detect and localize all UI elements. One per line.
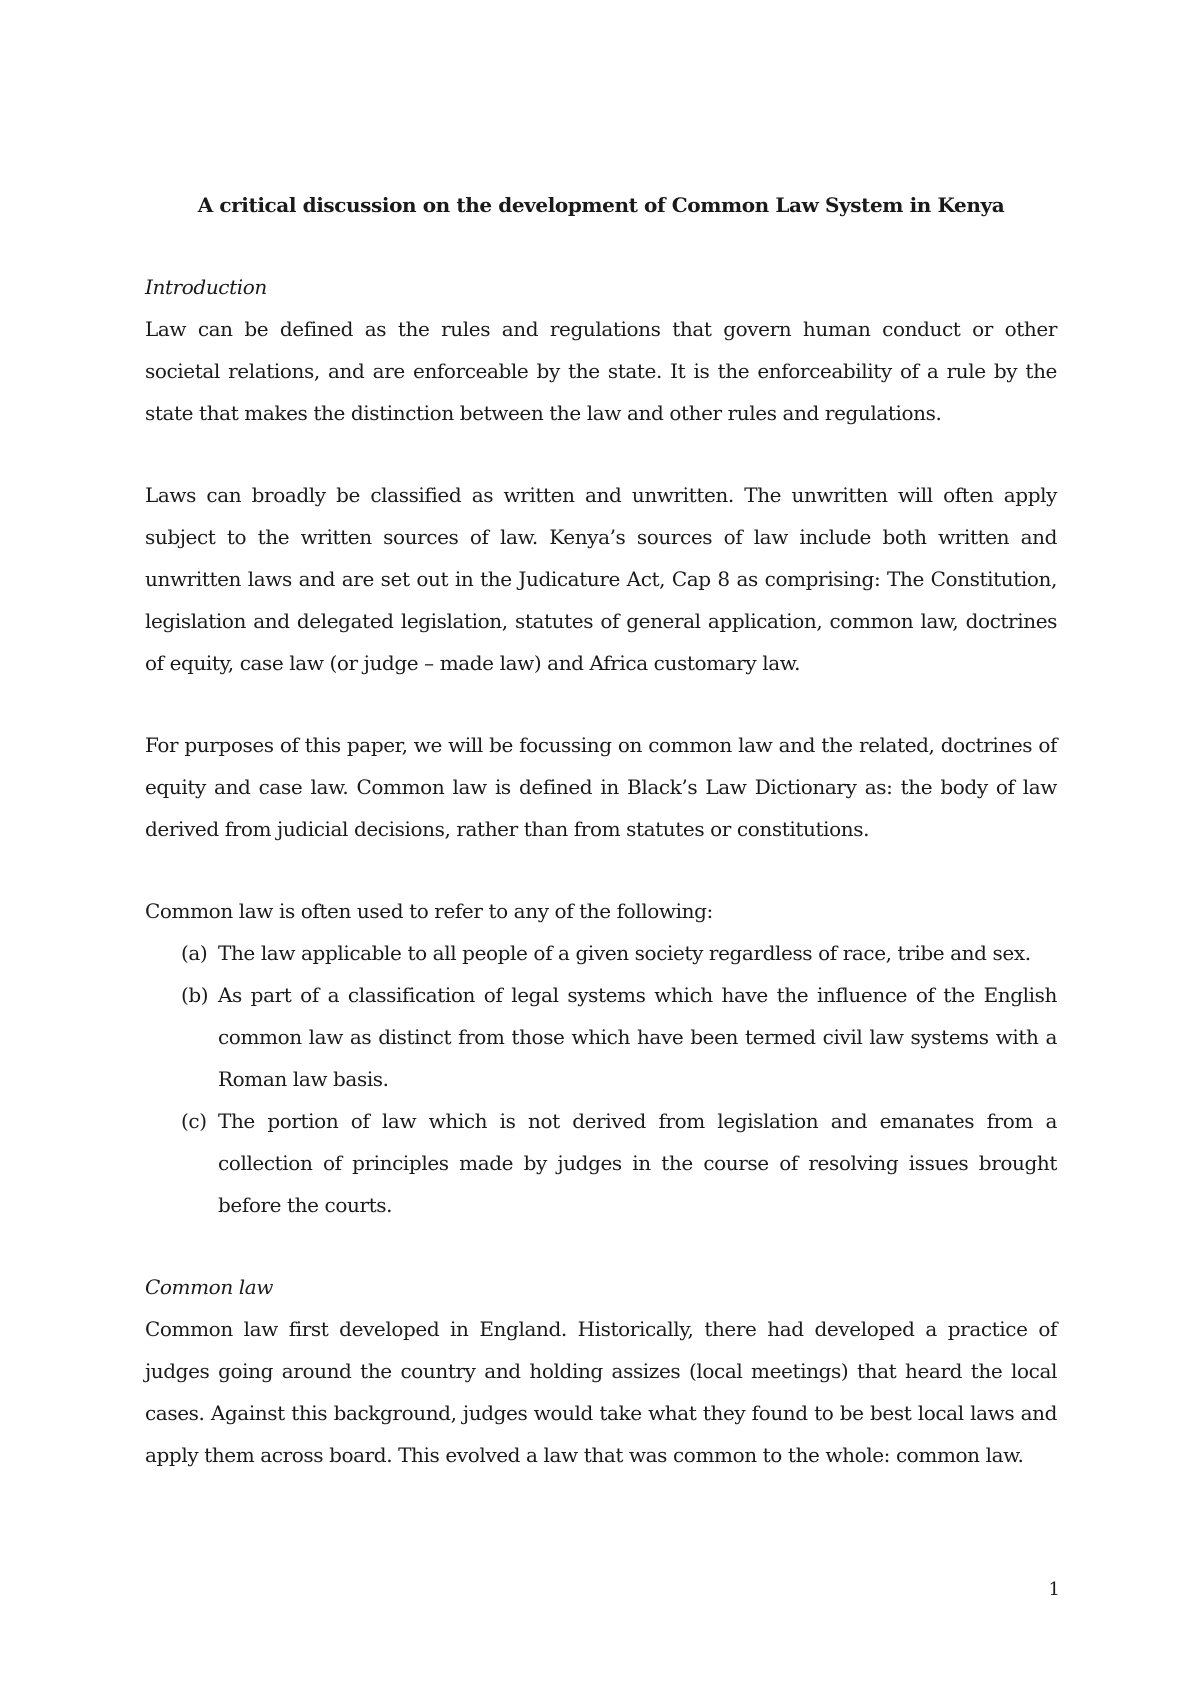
list-item-text: As part of a classification of legal systems which have the influence of the English common law as distinct from those which have been termed civil law systems with a Roman law basis.	[218, 983, 1057, 1091]
paragraph-common-law-history: Common law first developed in England. Historically, there had developed a practice of judges going around the country and holding assizes (local meetings) that heard the local cases. Against this background, judges would take what they found to be best local laws and apply them across board. This evolved a law that was common to the whole: common law.	[145, 1317, 1057, 1467]
common-law-meanings-list	[145, 932, 1057, 1226]
page-number: 1	[1048, 1579, 1060, 1600]
section-heading-introduction: Introduction	[145, 275, 267, 299]
paragraph-sources-of-law: Laws can broadly be classified as written and unwritten. The unwritten will often apply subject to the written sources of law. Kenya’s sources of law include both written and unwritten laws and are set out in the Judicature Act, Cap 8 as comprising: The Constitution, legislation and delegated legislation, statutes of general application, common law, doctrines of equity, case law (or judge – made law) and Africa customary law.	[145, 483, 1057, 675]
list-marker: (c)	[181, 1109, 207, 1133]
list-marker: (b)	[181, 983, 209, 1007]
list-item-text: The portion of law which is not derived from legislation and emanates from a collection of principles made by judges in the course of resolving issues brought before the courts.	[218, 1109, 1057, 1217]
list-item	[145, 1100, 1057, 1226]
list-item	[145, 932, 1057, 974]
paragraph-law-definition: Law can be defined as the rules and regulations that govern human conduct or other societal relations, and are enforceable by the state. It is the enforceability of a rule by the state that makes the distinction between the law and other rules and regulations.	[145, 317, 1057, 425]
paragraph-paper-focus: For purposes of this paper, we will be focussing on common law and the related, doctrines of equity and case law. Common law is defined in Black’s Law Dictionary as: the body of law derived from judicial decisions, rather than from statutes or constitutions.	[145, 733, 1057, 841]
list-item	[145, 974, 1057, 1100]
document-body	[145, 184, 1057, 1516]
list-item-text: The law applicable to all people of a given society regardless of race, tribe and sex.	[218, 941, 1031, 965]
document-title: A critical discussion on the development of Common Law System in Kenya	[197, 193, 1005, 217]
list-marker: (a)	[181, 941, 208, 965]
section-heading-common-law: Common law	[145, 1275, 273, 1299]
paragraph-list-intro: Common law is often used to refer to any of the following:	[145, 899, 713, 923]
